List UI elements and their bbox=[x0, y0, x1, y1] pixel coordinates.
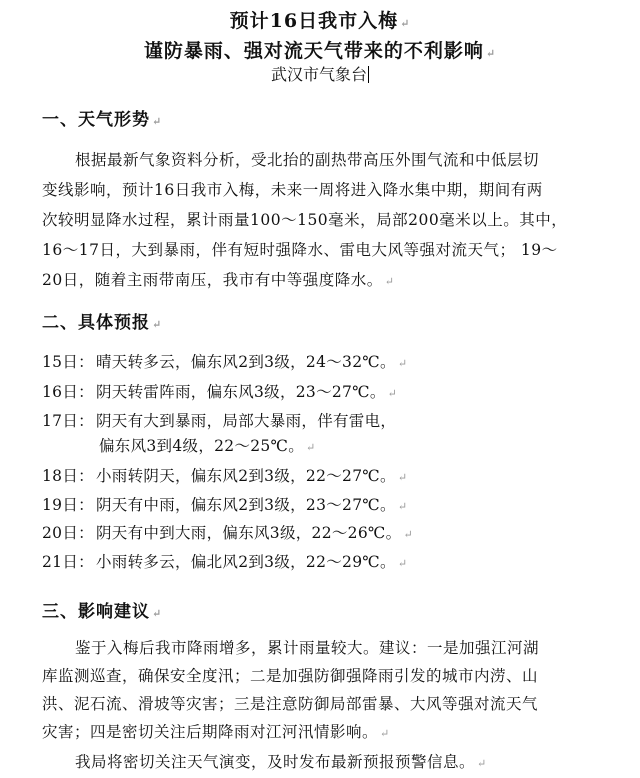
paragraph-mark-icon: ↵ bbox=[397, 500, 408, 513]
forecast-text: 阴天转雷阵雨，偏东风3级，23～27℃。 bbox=[96, 383, 386, 401]
paragraph-line: 16～17日，大到暴雨，伴有短时强降水、雷电大风等强对流天气； 19～ bbox=[42, 241, 558, 259]
forecast-row bbox=[42, 464, 407, 486]
paragraph-mark-icon: ↵ bbox=[397, 557, 408, 570]
paragraph-mark-icon: ↵ bbox=[152, 318, 163, 331]
paragraph-mark-icon: ↵ bbox=[400, 17, 411, 30]
title-text: 谨防暴雨、强对流天气带来的不利影响 bbox=[143, 40, 484, 62]
paragraph-mark-icon: ↵ bbox=[485, 47, 497, 60]
text-cursor-icon[interactable] bbox=[368, 66, 369, 83]
forecast-row bbox=[42, 493, 407, 515]
paragraph-line: 次较明显降水过程，累计雨量100～150毫米，局部200毫米以上。其中， bbox=[42, 211, 568, 229]
document-subtitle bbox=[0, 62, 640, 85]
forecast-text: 阴天有中到大雨，偏东风3级，22～26℃。 bbox=[96, 524, 402, 542]
forecast-day: 17日： bbox=[42, 412, 94, 430]
forecast-row bbox=[42, 550, 407, 572]
forecast-day: 20日： bbox=[42, 524, 94, 542]
paragraph-line-text: 灾害；四是密切关注后期降雨对江河汛情影响。 bbox=[42, 723, 379, 741]
forecast-text: 小雨转多云，偏北风2到3级，22～29℃。 bbox=[96, 553, 396, 571]
forecast-row bbox=[42, 350, 407, 372]
paragraph-line: 根据最新气象资料分析，受北抬的副热带高压外围气流和中低层切 bbox=[75, 151, 540, 169]
forecast-text: 小雨转阴天，偏东风2到3级，22～27℃。 bbox=[96, 467, 396, 485]
forecast-text: 晴天转多云，偏东风2到3级，24～32℃。 bbox=[96, 353, 396, 371]
forecast-text: 阴天有中雨，偏东风2到3级，23～27℃。 bbox=[96, 496, 396, 514]
paragraph-line: 库监测巡查，确保安全度汛；二是加强防御强降雨引发的城市内涝、山 bbox=[42, 667, 539, 685]
paragraph-mark-icon: ↵ bbox=[152, 115, 163, 128]
paragraph-line: 鉴于入梅后我市降雨增多，累计雨量较大。建议：一是加强江河湖 bbox=[75, 639, 540, 657]
paragraph-line bbox=[42, 748, 584, 778]
paragraph-line: 变线影响，预计16日我市入梅，未来一周将进入降水集中期，期间有两 bbox=[42, 181, 543, 199]
section-heading-weather-situation bbox=[42, 105, 162, 130]
forecast-day: 19日： bbox=[42, 496, 94, 514]
weather-situation-paragraph bbox=[42, 145, 584, 297]
paragraph-mark-icon: ↵ bbox=[152, 607, 163, 620]
forecast-text: 偏东风3到4级，22～25℃。 bbox=[99, 437, 305, 455]
heading-text: 二、具体预报 bbox=[42, 313, 150, 333]
document-title-line2 bbox=[0, 36, 640, 63]
section-heading-forecast bbox=[42, 308, 162, 333]
suggestions-paragraph bbox=[42, 634, 584, 778]
heading-text: 三、影响建议 bbox=[42, 602, 150, 622]
forecast-day: 18日： bbox=[42, 467, 94, 485]
forecast-day: 21日： bbox=[42, 553, 94, 571]
paragraph-mark-icon: ↵ bbox=[397, 471, 408, 484]
paragraph-mark-icon: ↵ bbox=[306, 441, 316, 454]
paragraph-line bbox=[42, 718, 584, 748]
forecast-day: 16日： bbox=[42, 383, 94, 401]
paragraph-line-text: 我局将密切关注天气演变，及时发布最新预报预警信息。 bbox=[75, 753, 476, 771]
heading-text: 一、天气形势 bbox=[42, 110, 150, 130]
section-heading-suggestions bbox=[42, 597, 162, 622]
forecast-text: 阴天有大到暴雨，局部大暴雨，伴有雷电， bbox=[96, 412, 397, 430]
forecast-row bbox=[42, 521, 413, 543]
paragraph-mark-icon: ↵ bbox=[477, 757, 487, 770]
forecast-row bbox=[42, 380, 397, 402]
paragraph-line-text: 20日，随着主雨带南压，我市有中等强度降水。 bbox=[42, 271, 383, 289]
paragraph-mark-icon: ↵ bbox=[384, 275, 395, 288]
paragraph-line: 洪、泥石流、滑坡等灾害；三是注意防御局部雷暴、大风等强对流天气 bbox=[42, 695, 539, 713]
forecast-row-continuation bbox=[42, 434, 316, 456]
paragraph-line bbox=[42, 265, 584, 297]
paragraph-mark-icon: ↵ bbox=[387, 387, 398, 400]
paragraph-mark-icon: ↵ bbox=[403, 528, 413, 541]
paragraph-mark-icon: ↵ bbox=[397, 357, 408, 370]
subtitle-text: 武汉市气象台 bbox=[270, 65, 367, 84]
forecast-day: 15日： bbox=[42, 353, 94, 371]
title-text: 预计16日我市入梅 bbox=[229, 10, 399, 32]
paragraph-mark-icon: ↵ bbox=[380, 727, 390, 740]
document-title-line1 bbox=[0, 6, 640, 33]
forecast-row bbox=[42, 409, 396, 431]
